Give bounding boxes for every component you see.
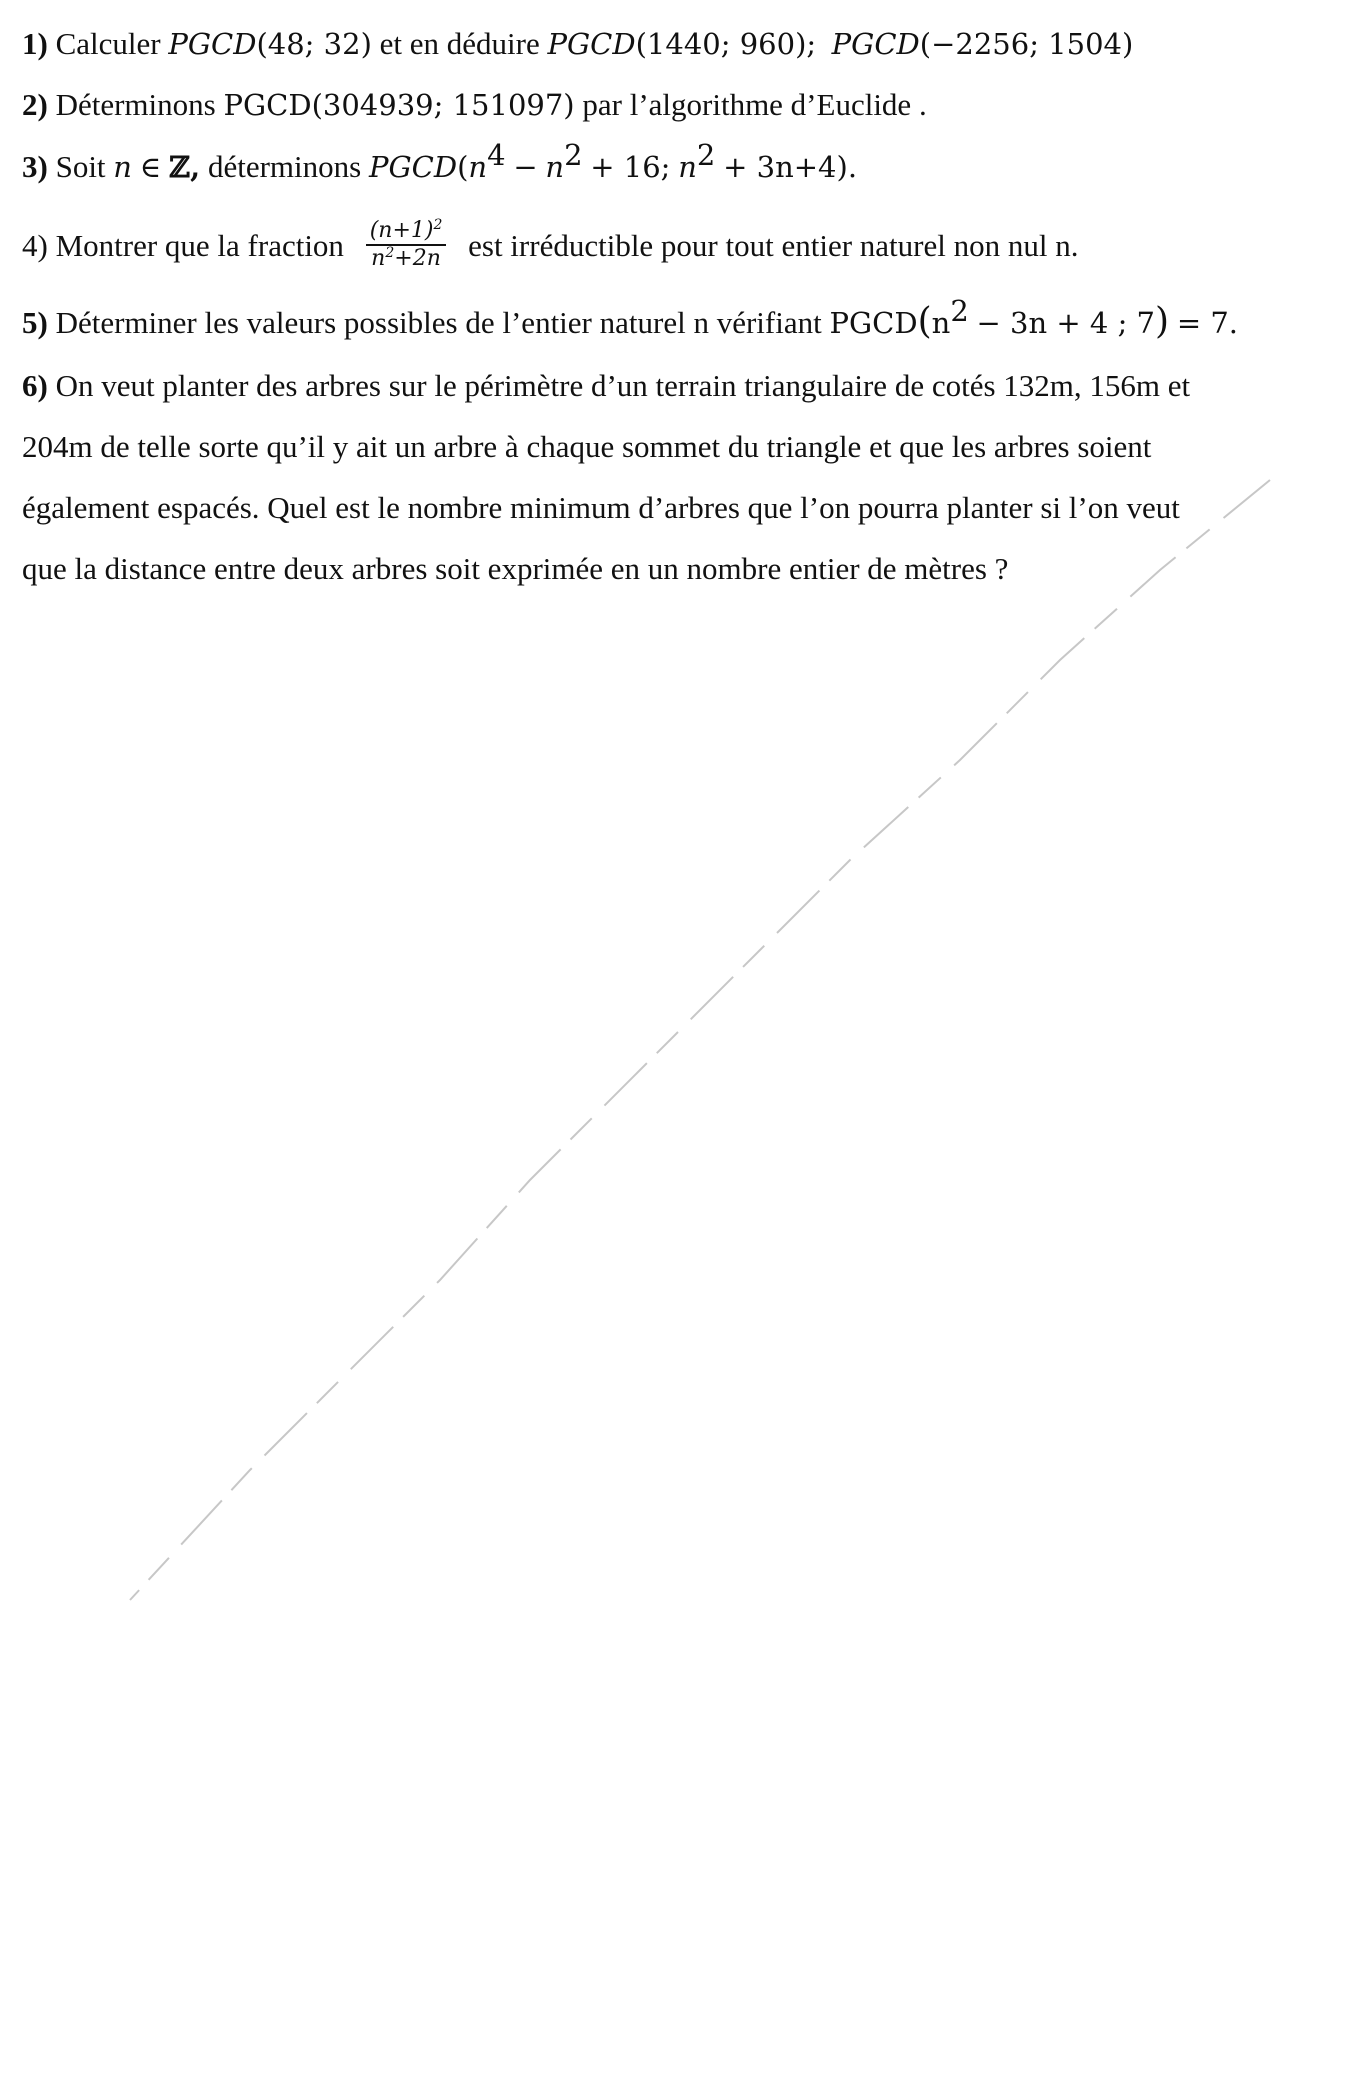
- exercise-3-plus3n: + 3n+4).: [723, 150, 858, 184]
- exercise-4-fraction: [366, 218, 447, 272]
- exercise-6-text-2: 204m de telle sorte qu’il y ait un arbre à chaque sommet du triangle et que les arbres soient: [22, 429, 1152, 464]
- exercise-3-text-a: Soit: [55, 149, 106, 184]
- exercise-3-text-b: déterminons: [207, 149, 362, 184]
- exercise-3-number: 3): [22, 149, 48, 184]
- exercise-3-exp1: 4: [487, 138, 506, 172]
- exercise-6-line-1: [22, 366, 1190, 406]
- exercise-6-text-3: également espacés. Quel est le nombre minimum d’arbres que l’on pourra planter si l’on veut: [22, 490, 1180, 525]
- exercise-1: [22, 24, 1133, 64]
- exercise-5-rparen: ): [1155, 301, 1170, 342]
- exercise-1-math-c: PGCD: [831, 27, 920, 61]
- exercise-2-number: 2): [22, 87, 48, 122]
- exercise-1-math-a: PGCD: [168, 27, 257, 61]
- exercise-4: [22, 216, 1078, 276]
- exercise-1-math-a-args: (48; 32): [256, 27, 372, 61]
- exercise-3-plus16: + 16;: [590, 150, 671, 184]
- exercise-3-minus: −: [513, 150, 538, 184]
- fraction-numerator-exponent: 2: [433, 216, 443, 233]
- fraction-denominator-rest: +2n: [394, 245, 441, 271]
- exercise-1-math-b-args: (1440; 960);: [635, 27, 817, 61]
- exercise-3-pgcd: PGCD: [368, 150, 458, 184]
- exercise-6-line-4: [22, 549, 1008, 589]
- exercise-3-n2: n: [545, 150, 565, 184]
- exercise-3-var-n: n: [113, 150, 132, 184]
- exercise-5-pgcd: PGCD: [829, 306, 918, 340]
- exercise-5-exp: 2: [950, 294, 969, 328]
- exercise-5-text: Déterminer les valeurs possibles de l’entier naturel n vérifiant: [55, 305, 822, 340]
- exercise-1-math-c-args: (−2256; 1504): [919, 27, 1134, 61]
- exercise-1-text-a: Calculer: [55, 26, 161, 61]
- exercise-1-math-b: PGCD: [547, 27, 636, 61]
- exercise-3: [22, 138, 858, 187]
- exercise-4-text-b: est irréductible pour tout entier naturel non nul n.: [468, 228, 1079, 263]
- exercise-3-element-of: ∈: [139, 150, 162, 184]
- exercise-2-text-a: Déterminons: [55, 87, 216, 122]
- exercise-3-exp3: 2: [696, 138, 716, 172]
- exercise-5-lparen: (: [917, 301, 932, 342]
- fraction-denominator: [366, 246, 447, 272]
- exercise-6-text-1: On veut planter des arbres sur le périmètre d’un terrain triangulaire de cotés 132m, 156m et: [55, 368, 1191, 403]
- exercise-4-number: 4): [22, 228, 48, 263]
- exercise-1-text-b: et en déduire: [379, 26, 540, 61]
- exercise-5-n: n: [931, 306, 951, 340]
- exercise-2-math: PGCD(304939; 151097): [223, 88, 575, 122]
- exercise-5: [22, 294, 1238, 343]
- fraction-denominator-base: n: [371, 245, 386, 271]
- exercise-5-rest: − 3n + 4 ; 7: [976, 306, 1156, 340]
- exercise-1-number: 1): [22, 26, 48, 61]
- exercise-6-line-2: [22, 427, 1151, 467]
- exercise-2: [22, 85, 927, 125]
- exercise-4-text-a: Montrer que la fraction: [55, 228, 344, 263]
- fraction-numerator-base: (n+1): [369, 217, 434, 243]
- exercise-3-integers: ℤ,: [168, 150, 201, 184]
- exercise-6-line-3: [22, 488, 1180, 528]
- diagonal-stroke: [130, 480, 1270, 1600]
- fraction-denominator-exponent: 2: [385, 244, 395, 261]
- exercise-3-open: (: [457, 150, 469, 184]
- exercise-5-result: = 7.: [1176, 306, 1238, 340]
- exercise-3-exp2: 2: [564, 138, 583, 172]
- exercise-6-text-4: que la distance entre deux arbres soit exprimée en un nombre entier de mètres ?: [22, 551, 1009, 586]
- exercise-2-text-b: par l’algorithme d’Euclide .: [582, 87, 927, 122]
- exercise-5-number: 5): [22, 305, 48, 340]
- exercise-3-n1: n: [468, 150, 488, 184]
- exercise-6-number: 6): [22, 368, 48, 403]
- exercise-3-n3: n: [678, 150, 697, 184]
- fraction-numerator: [366, 218, 447, 246]
